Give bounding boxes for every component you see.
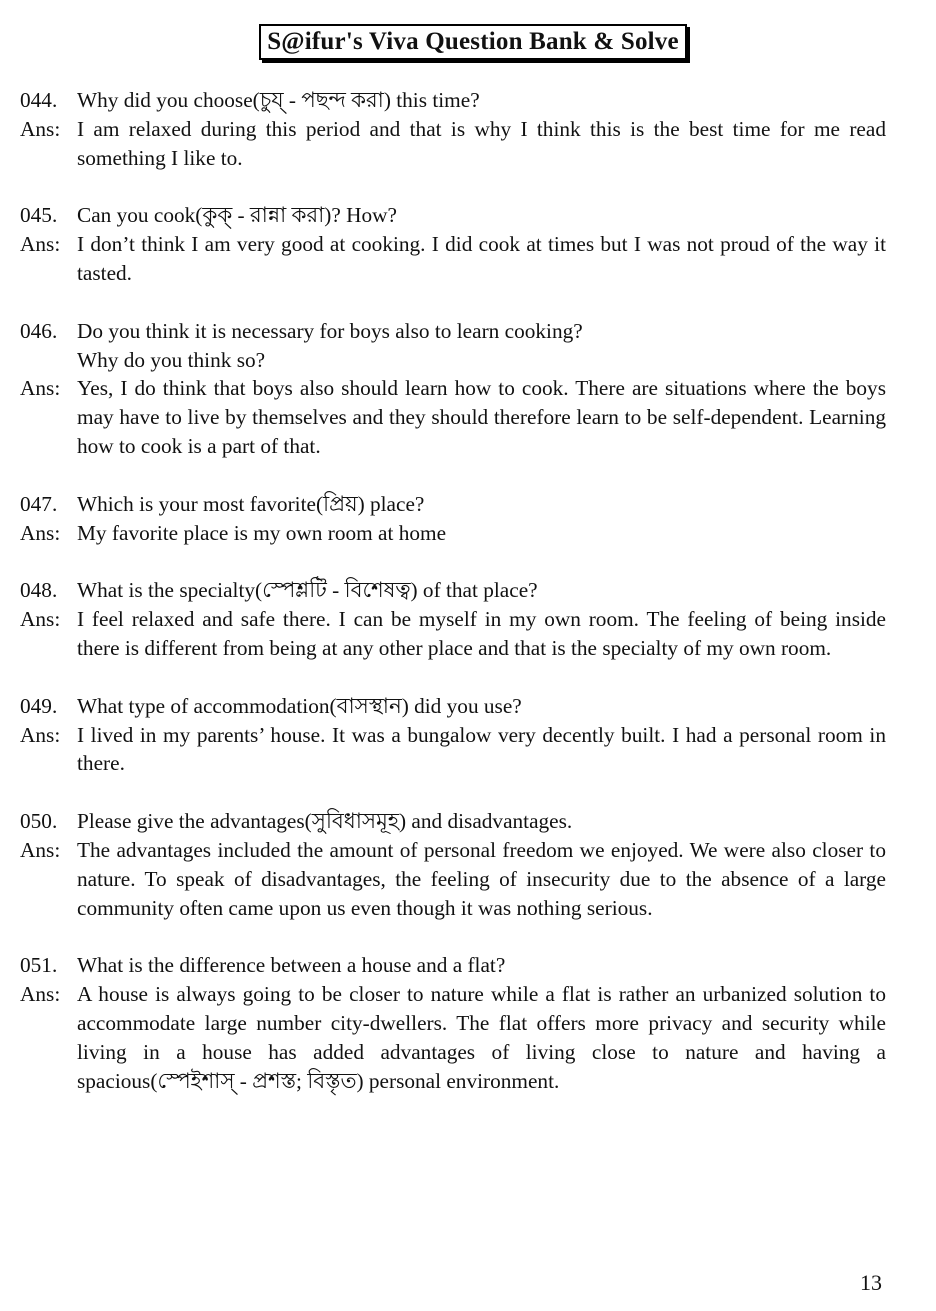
qa-item (20, 490, 886, 548)
question-row (20, 86, 886, 115)
qa-list (20, 86, 886, 1124)
answer-text: I am relaxed during this period and that is why I think this is the best time for me read something I like to. (77, 116, 886, 170)
answer-text: I lived in my parents’ house. It was a bungalow very decently built. I had a personal room in there. (77, 722, 886, 776)
answer-label: Ans: (20, 722, 61, 747)
question-number: 047. (20, 491, 58, 516)
answer-row (20, 230, 886, 288)
answer-text: The advantages included the amount of personal freedom we enjoyed. We were also closer to nature. To speak of disadvantages, the feeling of insecurity due to the absence of a large community often came upon us even though it was nothing serious. (77, 837, 886, 920)
answer-label: Ans: (20, 232, 61, 257)
answer-row (20, 605, 886, 663)
question-row (20, 576, 886, 605)
question-row-continued (20, 346, 886, 375)
answer-text: Yes, I do think that boys also should learn how to cook. There are situations where the boys may have to live by themselves and they should therefore learn to be self-dependent. Learning how to cook is a part of that. (77, 376, 886, 458)
question-text: Why did you choose(চুয্ - পছন্দ করা) this time? (77, 88, 480, 112)
qa-item (20, 692, 886, 778)
question-text: Which is your most favorite(প্রিয়) place? (77, 491, 425, 516)
question-number: 044. (20, 88, 58, 112)
question-text: Do you think it is necessary for boys also to learn cooking? (77, 318, 583, 343)
qa-item (20, 201, 886, 287)
question-text: Please give the advantages(সুবিধাসমূহ) and disadvantages. (77, 809, 573, 834)
qa-item (20, 807, 886, 922)
answer-row (20, 374, 886, 460)
answer-label: Ans: (20, 116, 61, 141)
question-number: 049. (20, 693, 58, 718)
answer-text: A house is always going to be closer to nature while a flat is rather an urbanized solution to accommodate large number city-dwellers. The flat offers more privacy and security while living in a house has added advantages of living close to nature and having a spacious(স্পেইশাস্ - প্রশস্ত; বিস্তৃত) personal environment. (77, 982, 886, 1093)
question-row (20, 807, 886, 836)
question-number: 046. (20, 318, 58, 343)
answer-label: Ans: (20, 376, 61, 401)
question-row (20, 490, 886, 519)
question-text: What type of accommodation(বাসস্থান) did you use? (77, 693, 522, 718)
question-number: 045. (20, 203, 58, 228)
qa-item (20, 317, 886, 461)
answer-row (20, 721, 886, 779)
question-number: 050. (20, 809, 58, 834)
page-title: S@ifur's Viva Question Bank & Solve (259, 24, 687, 60)
question-row (20, 692, 886, 721)
answer-row (20, 980, 886, 1095)
question-text: Can you cook(কুক্ - রান্না করা)? How? (77, 203, 397, 228)
question-text: What is the specialty(স্পেশ্লটি - বিশেষত্ব) of that place? (77, 578, 538, 603)
question-text: What is the difference between a house and a flat? (77, 953, 506, 978)
qa-item (20, 576, 886, 662)
question-number: 051. (20, 953, 58, 978)
question-number: 048. (20, 578, 58, 603)
answer-text: My favorite place is my own room at home (77, 520, 447, 545)
question-row (20, 951, 886, 980)
qa-item (20, 86, 886, 172)
answer-row (20, 836, 886, 922)
answer-text: I don’t think I am very good at cooking. I did cook at times but I was not proud of the way it tasted. (77, 232, 886, 285)
question-row (20, 201, 886, 230)
answer-row (20, 115, 886, 173)
answer-label: Ans: (20, 607, 61, 632)
answer-label: Ans: (20, 837, 61, 862)
page-header (0, 24, 936, 60)
answer-text: I feel relaxed and safe there. I can be myself in my own room. The feeling of being inside there is different from being at any other place and that is the specialty of my own room. (77, 607, 886, 660)
answer-label: Ans: (20, 520, 61, 545)
qa-item (20, 951, 886, 1095)
answer-row (20, 519, 886, 548)
question-text: Why do you think so? (77, 347, 266, 372)
page-number: 13 (860, 1270, 882, 1295)
answer-label: Ans: (20, 982, 61, 1007)
question-row (20, 317, 886, 346)
